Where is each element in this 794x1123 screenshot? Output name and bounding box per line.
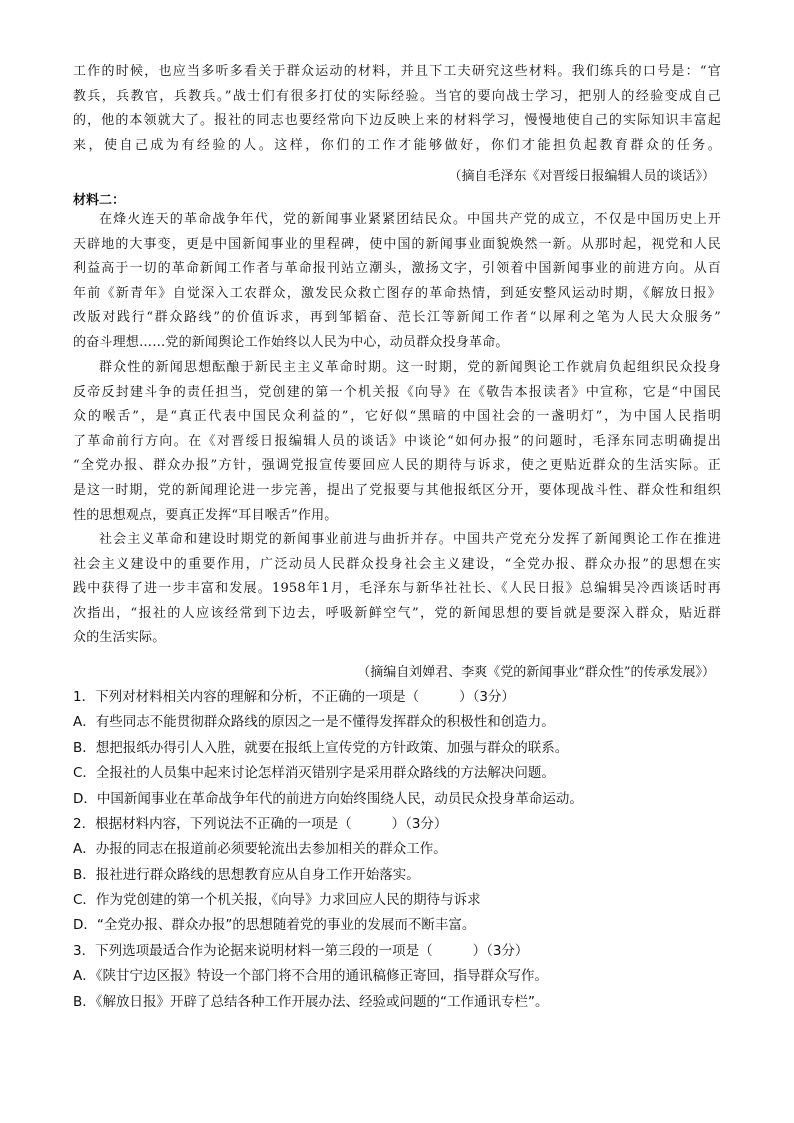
question-2-option-c: C．作为党创建的第一个机关报，《向导》力求回应人民的期待与诉求 xyxy=(73,892,481,908)
text-line: 践中获得了进一步丰富和发展。1958年1月，毛泽东与新华社社长、《人民日报》总编辑吴冷西谈话时再 xyxy=(73,581,721,597)
text-line: 利益高于一切的革命新闻工作者与革命报刊站立潮头，激扬文字，引领着中国新闻事业的前进方向。从百 xyxy=(73,261,721,277)
question-3-option-b: B．《解放日报》开辟了总结各种工作开展办法、经验或问题的“工作通讯专栏”。 xyxy=(73,994,549,1010)
text-line: “全党办报、群众办报”方针，强调党报宣传要回应人民的期待与诉求，使之更贴近群众的生活实际。正 xyxy=(73,458,721,474)
material1-source: （摘自毛泽东《对晋绥日报编辑人员的谈话》） xyxy=(448,169,715,184)
question-1-option-a: A．有些同志不能贯彻群众路线的原因之一是不懂得发挥群众的积极性和创造力。 xyxy=(73,714,555,730)
text-line: 天辟地的大事变，更是中国新闻事业的里程碑，使中国的新闻事业面貌焕然一新。从那时起，视党和人民 xyxy=(73,236,721,252)
question-3-option-a: A．《陕甘宁边区报》特设一个部门将不合用的通讯稿修正寄回，指导群众写作。 xyxy=(73,968,548,984)
question-stem-text: 2．根据材料内容，下列说法不正确的一项是（ xyxy=(73,816,352,832)
material1-paragraph xyxy=(73,60,721,158)
text-line: 众的生活实际。 xyxy=(73,630,166,646)
question-1-option-d: D．中国新闻事业在革命战争年代的前进方向始终围绕人民，动员民众投身革命运动。 xyxy=(73,791,583,807)
text-line: 性的思想观点，要真正发挥“耳目喉舌”作用。 xyxy=(73,507,338,523)
material2-heading: 材料二： xyxy=(73,193,126,208)
material2-source: （摘编自刘婵君、李爽《党的新闻事业“群众性”的传承发展》） xyxy=(357,665,715,680)
text-line: 的，他的本领就大了。报社的同志也要经常向下边反映上来的材料学习，慢慢地使自己的实际知识丰富起 xyxy=(73,113,721,129)
text-line: 社会主义革命和建设时期党的新闻事业前进与曲折并存。中国共产党充分发挥了新闻舆论工作在推进 xyxy=(99,532,721,547)
text-line: 在烽火连天的革命战争年代，党的新闻事业紧紧团结民众。中国共产党的成立，不仅是中国历史上开 xyxy=(99,212,721,227)
question-stem-text: 1．下列对材料相关内容的理解和分析，不正确的一项是（ xyxy=(73,689,420,705)
text-line: 群众性的新闻思想酝酿于新民主主义革命时期。这一时期，党的新闻舆论工作就肩负起组织民众投身 xyxy=(99,360,721,375)
question-2-stem xyxy=(73,812,447,832)
text-line: 工作的时候，也应当多听多看关于群众运动的材料，并且下工夫研究这些材料。我们练兵的口号是：“官 xyxy=(73,64,721,79)
text-line: 次指出，“报社的人应该经常到下边去，呼吸新鲜空气”，党的新闻思想的要旨就是要深入群众，贴近群 xyxy=(73,605,721,621)
text-line: 改版对践行“群众路线”的价值诉求，再到邹韬奋、范长江等新闻工作者“以犀利之笔为人民大众服务” xyxy=(73,310,721,326)
question-1-option-c: C．全报社的人员集中起来讨论怎样消灭错别字是采用群众路线的方法解决问题。 xyxy=(73,765,555,781)
text-line: 来，使自己成为有经验的人。这样，你们的工作才能够做好，你们才能担负起教育群众的任务。 xyxy=(73,137,721,153)
text-line: 反帝反封建斗争的责任担当，党创建的第一个机关报《向导》在《敬告本报读者》中宣称，它是“中国民 xyxy=(73,384,721,400)
text-line: 教兵，兵教官，兵教兵。”战士们有很多打仗的实际经验。当官的要向战士学习，把别人的经验变成自己 xyxy=(73,88,721,104)
question-score: ）（3分） xyxy=(472,943,529,959)
material2-paragraph-2 xyxy=(73,356,721,528)
question-2-option-a: A．办报的同志在报道前必须要轮流出去参加相关的群众工作。 xyxy=(73,841,447,857)
question-2-option-b: B．报社进行群众路线的思想教育应从自身工作开始落实。 xyxy=(73,867,420,883)
text-line: 众的喉舌”，是“真正代表中国民众利益的”，它好似“黑暗的中国社会的一盏明灯”，为中国人民指明 xyxy=(73,409,721,425)
text-line: 年前《新青年》自觉深入工农群众，激发民众救亡图存的革命热情，到延安整风运动时期，《解放日报》 xyxy=(73,285,721,301)
question-score: ）（3分） xyxy=(391,816,448,832)
text-line: 的奋斗理想……党的新闻舆论工作始终以人民为中心，动员群众投身革命。 xyxy=(73,334,509,350)
material2-paragraph-3 xyxy=(73,528,721,651)
question-score: ）（3分） xyxy=(459,689,515,705)
question-1-stem xyxy=(73,685,515,705)
question-1-option-b: B．想把报纸办得引人入胜，就要在报纸上宣传党的方针政策、加强与群众的联系。 xyxy=(73,740,569,756)
text-line: 了革命前行方向。在《对晋绥日报编辑人员的谈话》中谈论“如何办报”的问题时，毛泽东同志明确提出 xyxy=(73,433,721,449)
question-stem-text: 3．下列选项最适合作为论据来说明材料一第三段的一项是（ xyxy=(73,943,433,959)
material2-paragraph-1 xyxy=(73,208,721,356)
question-3-stem xyxy=(73,939,528,959)
text-line: 是这一时期，党的新闻理论进一步完善，提出了党报要与其他报纸区分开，要体现战斗性、群众性和组织 xyxy=(73,482,721,498)
text-line: 社会主义建设中的重要作用，广泛动员人民群众投身社会主义建设，“全党办报、群众办报”的思想在实 xyxy=(73,556,721,572)
question-2-option-d: D．“全党办报、群众办报”的思想随着党的事业的发展而不断丰富。 xyxy=(73,917,476,933)
